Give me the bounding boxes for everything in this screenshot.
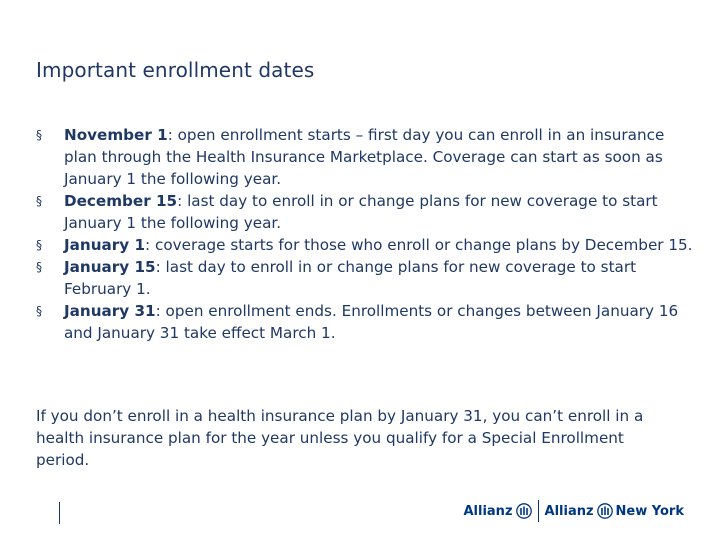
date-description: : coverage starts for those who enroll or change plans by December 15. (145, 236, 693, 254)
bullet-marker: § (36, 128, 42, 142)
allianz-wordmark: Allianz (463, 503, 513, 519)
bullet-marker: § (36, 194, 42, 208)
date-description: : last day to enroll in or change plans for new coverage to start January 1 the following year. (64, 192, 658, 232)
date-description: : open enrollment starts – first day you can enroll in an insurance plan through the Health Insurance Marketplace. Coverage can start as soon as January 1 the following year. (64, 126, 665, 188)
allianz-eagle-icon (597, 503, 613, 519)
logo-divider (538, 500, 539, 522)
date-description: : open enrollment ends. Enrollments or changes between January 16 and January 31 take effect March 1. (64, 302, 679, 342)
footer-divider-line (59, 502, 60, 524)
bullet-marker: § (36, 238, 42, 252)
date-term: December 15 (64, 192, 178, 210)
date-term: January 15 (64, 258, 156, 276)
list-item (36, 256, 696, 300)
bullet-marker: § (36, 260, 42, 274)
list-item (36, 190, 696, 234)
date-description: : last day to enroll in or change plans for new coverage to start February 1. (64, 258, 637, 298)
enrollment-note: If you don’t enroll in a health insurance plan by January 31, you can’t enroll in a health insurance plan for the year unless you qualify for a Special Enrollment period. (36, 407, 644, 469)
date-term: January 31 (64, 302, 156, 320)
allianz-new-york-logo (545, 503, 684, 519)
enrollment-date-list (36, 124, 696, 344)
list-item (36, 300, 696, 344)
date-term: January 1 (64, 236, 146, 254)
list-item (36, 124, 696, 190)
footer-logos (463, 500, 684, 522)
allianz-wordmark: Allianz (544, 503, 594, 519)
bullet-marker: § (36, 304, 42, 318)
slide-title: Important enrollment dates (36, 58, 315, 82)
list-item (36, 234, 696, 256)
date-term: November 1 (64, 126, 168, 144)
new-york-label: New York (615, 503, 684, 519)
allianz-eagle-icon (516, 503, 532, 519)
allianz-logo (463, 503, 531, 519)
